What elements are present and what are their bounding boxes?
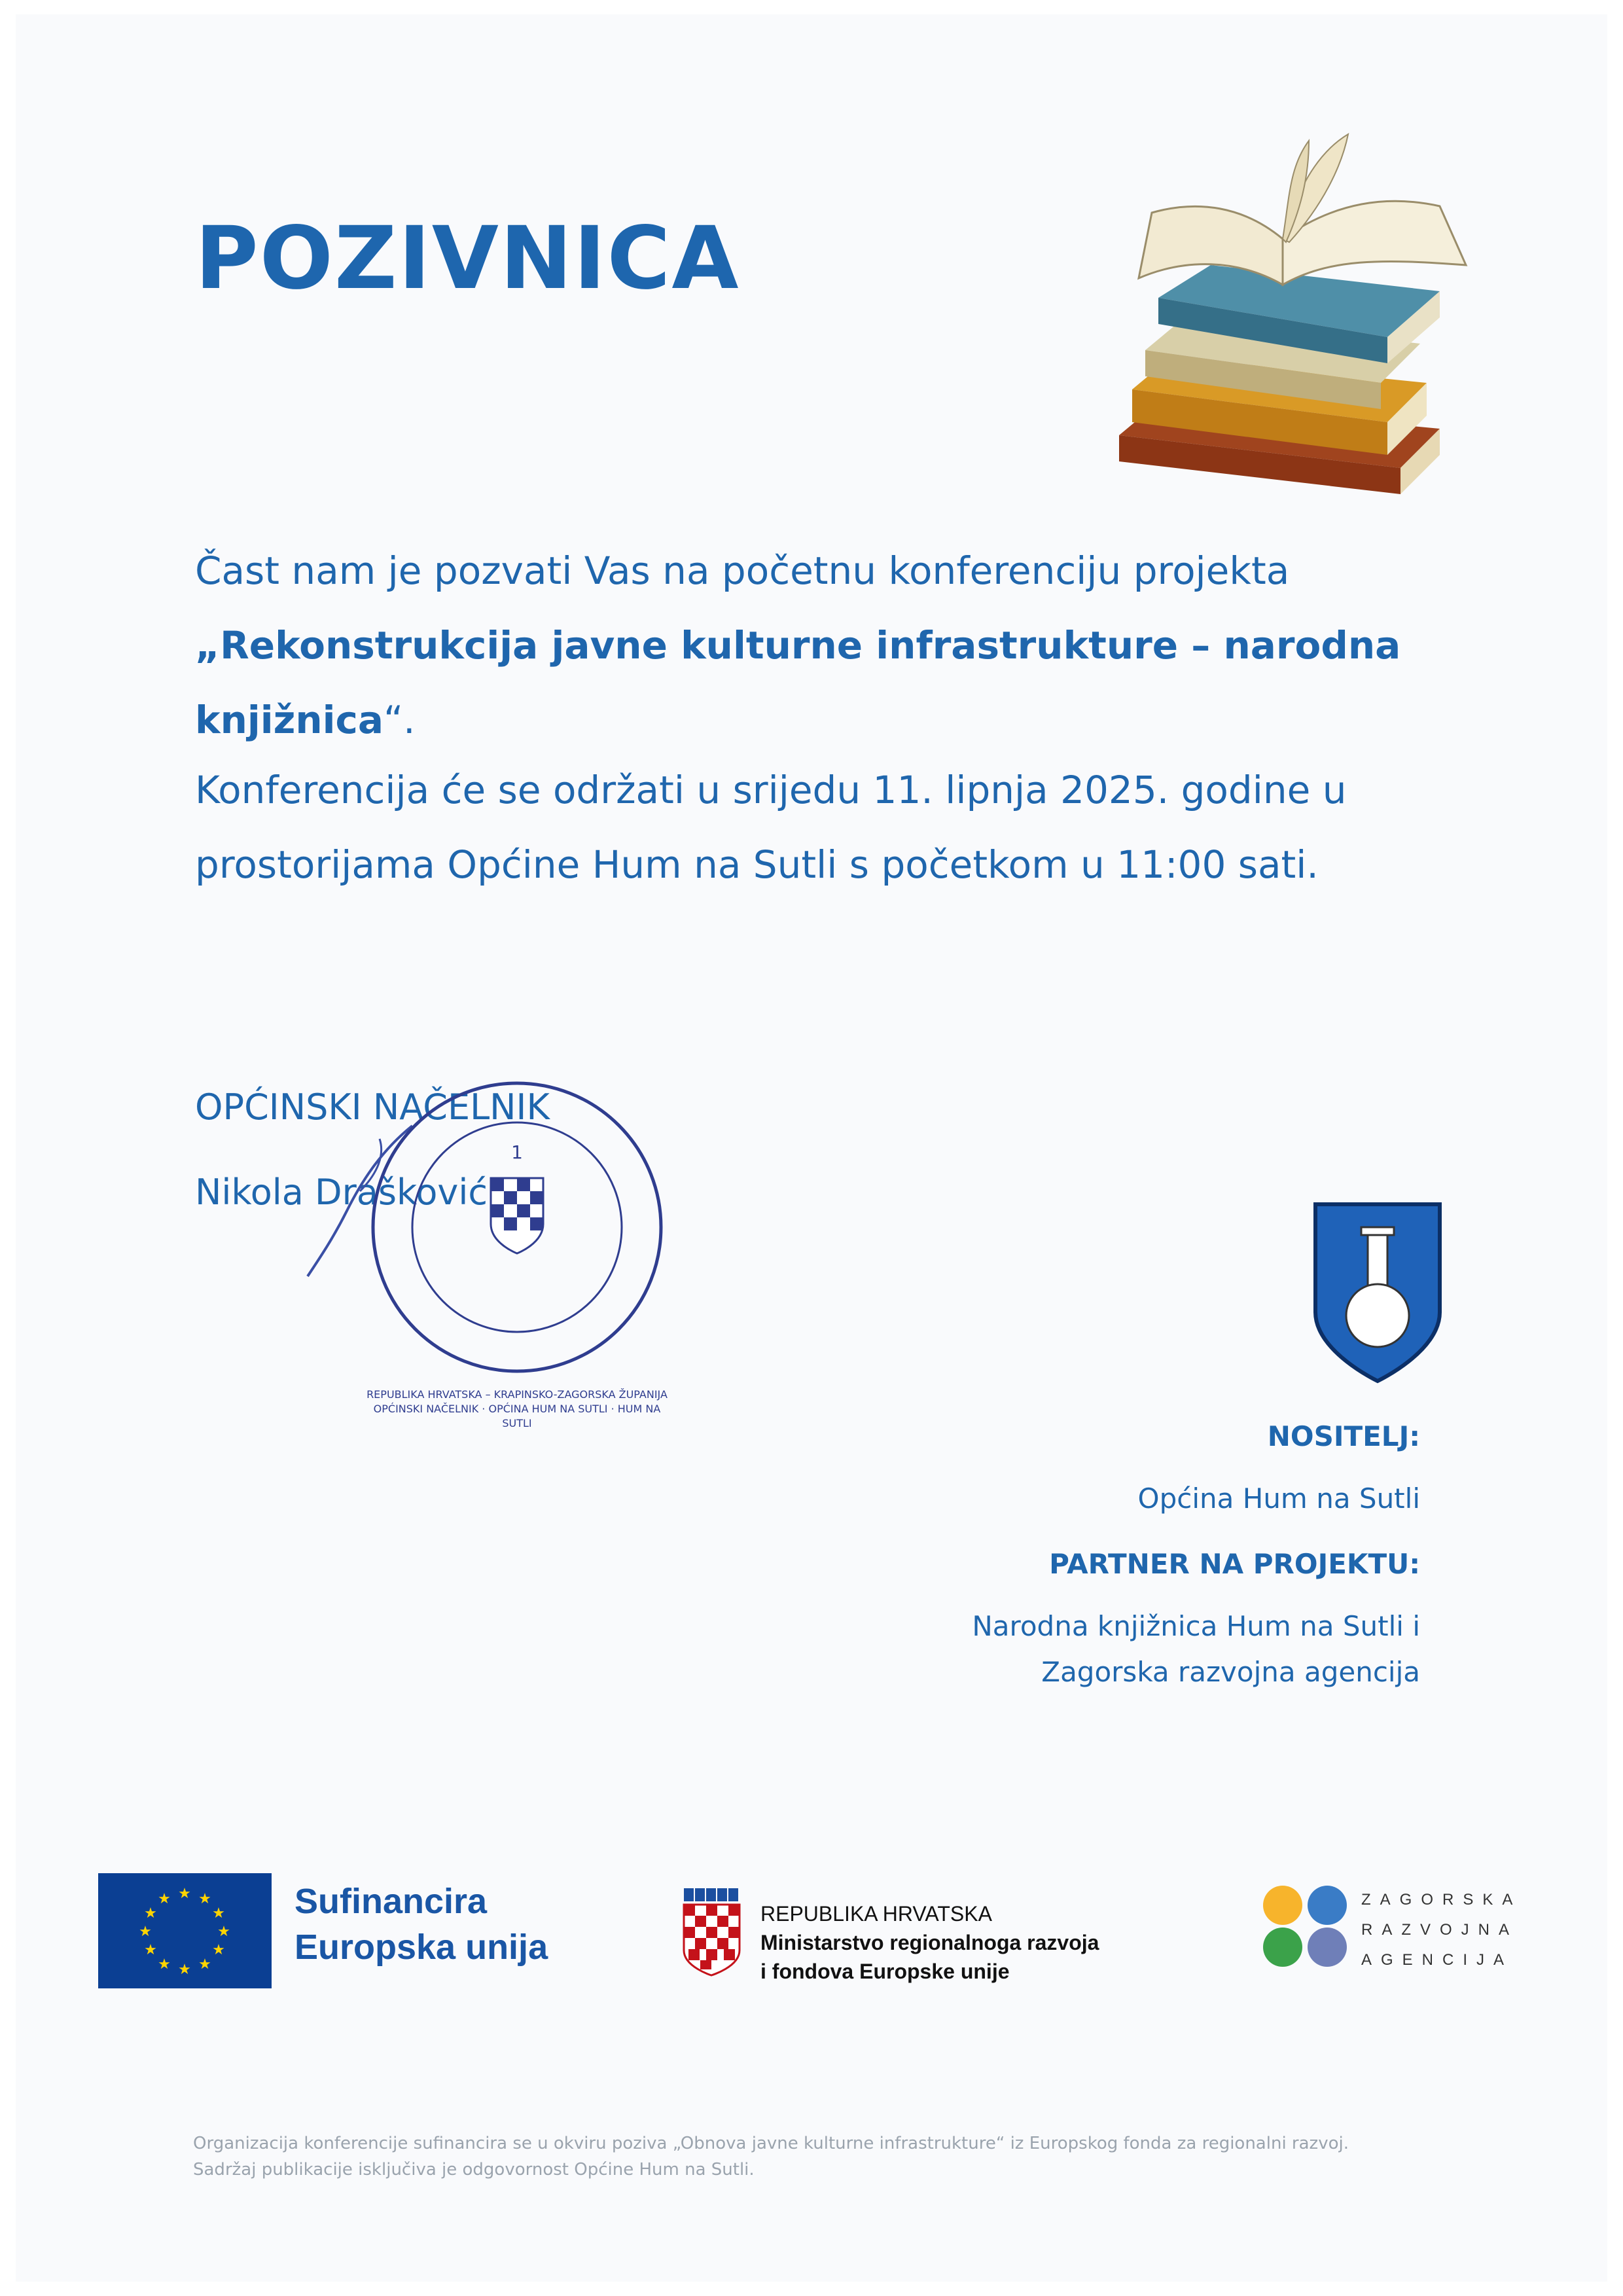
partner-label: PARTNER NA PROJEKTU: bbox=[1049, 1548, 1420, 1580]
svg-text:★: ★ bbox=[198, 1956, 211, 1973]
holder-value: Općina Hum na Sutli bbox=[1137, 1482, 1420, 1515]
zra-line2: RAZVOJNA bbox=[1361, 1921, 1519, 1939]
eu-line2: Europska unija bbox=[294, 1928, 548, 1967]
stamp-inner-text: OPĆINSKI NAČELNIK · OPĆINA HUM NA SUTLI · HUM NA SUTLI bbox=[373, 1403, 661, 1429]
svg-text:★: ★ bbox=[158, 1891, 171, 1907]
conference-details bbox=[195, 753, 1452, 902]
zra-text bbox=[1361, 1885, 1522, 1975]
zra-line1: ZAGORSKA bbox=[1361, 1891, 1522, 1909]
project-name-line1: „Rekonstrukcija javne kulturne infrastrukture – narodna bbox=[195, 623, 1401, 668]
croatian-coat-of-arms-icon bbox=[681, 1888, 743, 1977]
footer-line2: Sadržaj publikacije isključiva je odgovornost Općine Hum na Sutli. bbox=[193, 2160, 755, 2179]
footer-disclaimer bbox=[193, 2130, 1349, 2183]
svg-text:★: ★ bbox=[144, 1905, 157, 1922]
svg-text:★: ★ bbox=[217, 1924, 230, 1940]
zra-logo-icon bbox=[1260, 1884, 1351, 1969]
svg-text:★: ★ bbox=[198, 1891, 211, 1907]
stack-of-books-icon bbox=[1073, 128, 1492, 501]
signer-role: OPĆINSKI NAČELNIK bbox=[195, 1086, 550, 1128]
ministry-line3: i fondova Europske unije bbox=[760, 1960, 1010, 1983]
project-name-end: “. bbox=[383, 698, 416, 742]
page-title: POZIVNICA bbox=[195, 208, 740, 309]
svg-text:★: ★ bbox=[178, 1962, 191, 1978]
eu-stars-icon bbox=[98, 1873, 272, 1988]
stamp-number: 1 bbox=[511, 1141, 523, 1163]
partner-value-2: Zagorska razvojna agencija bbox=[1041, 1656, 1420, 1688]
stamp-outer-text: REPUBLIKA HRVATSKA – KRAPINSKO-ZAGORSKA ŽUPANIJA bbox=[366, 1388, 668, 1401]
zra-line3: AGENCIJA bbox=[1361, 1951, 1514, 1969]
eu-cofinancing-text bbox=[294, 1878, 548, 1970]
svg-text:★: ★ bbox=[212, 1942, 225, 1958]
eu-flag-icon bbox=[98, 1873, 272, 1988]
ministry-line1: REPUBLIKA HRVATSKA bbox=[760, 1902, 992, 1926]
svg-text:★: ★ bbox=[139, 1924, 152, 1940]
ministry-line2: Ministarstvo regionalnoga razvoja bbox=[760, 1931, 1099, 1954]
project-name-line2: knjižnica bbox=[195, 698, 384, 742]
municipality-coat-of-arms bbox=[1312, 1201, 1443, 1384]
svg-text:★: ★ bbox=[178, 1886, 191, 1902]
holder-label: NOSITELJ: bbox=[1267, 1420, 1420, 1452]
svg-text:★: ★ bbox=[144, 1942, 157, 1958]
details-line2: prostorijama Općine Hum na Sutli s početkom u 11:00 sati. bbox=[195, 842, 1319, 887]
signer-name: Nikola Drašković bbox=[195, 1172, 488, 1213]
eu-line1: Sufinancira bbox=[294, 1882, 488, 1921]
stamp-legend bbox=[366, 1388, 668, 1431]
svg-text:★: ★ bbox=[158, 1956, 171, 1973]
svg-text:★: ★ bbox=[212, 1905, 225, 1922]
footer-line1: Organizacija konferencije sufinancira se u okviru poziva „Obnova javne kulturne infrastrukture“ iz Europskog fonda za regionalni razvoj. bbox=[193, 2134, 1349, 2153]
invitation-paragraph bbox=[195, 533, 1452, 757]
ministry-text bbox=[760, 1899, 1099, 1986]
details-line1: Konferencija će se održati u srijedu 11. lipnja 2025. godine u bbox=[195, 768, 1347, 812]
intro-line: Čast nam je pozvati Vas na početnu konferenciju projekta bbox=[195, 548, 1290, 593]
partner-value-1: Narodna knjižnica Hum na Sutli i bbox=[972, 1610, 1420, 1642]
official-stamp bbox=[366, 1073, 668, 1381]
